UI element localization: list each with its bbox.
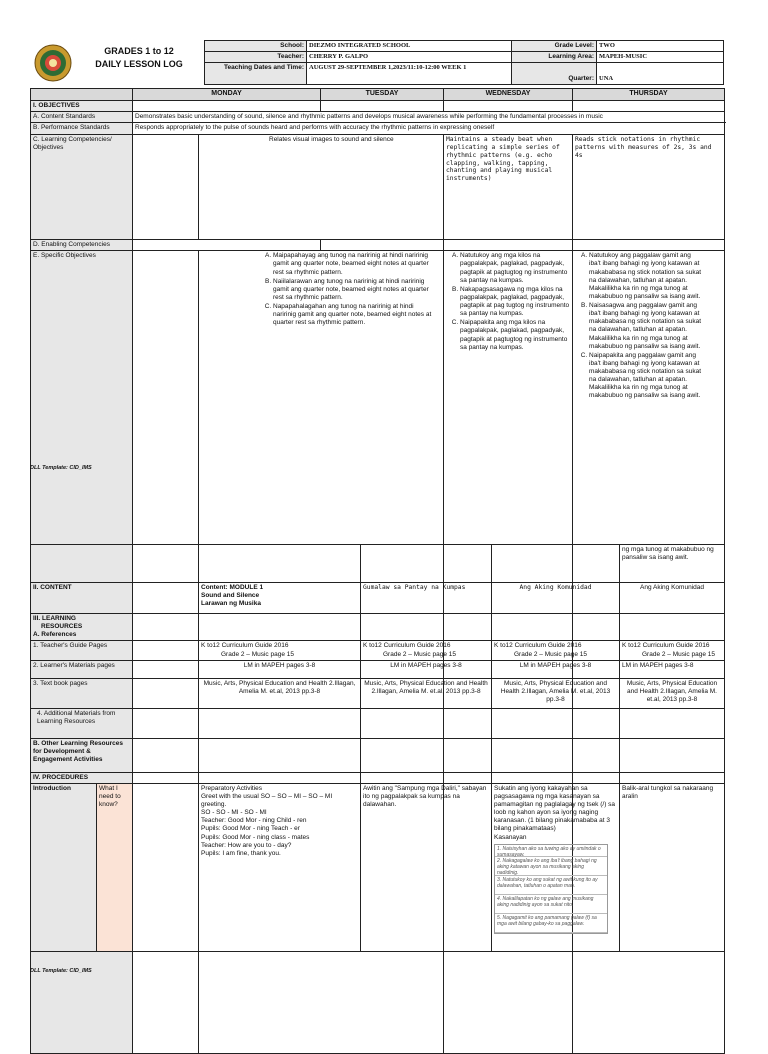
resources-line-1: III. LEARNING [33, 615, 76, 622]
procedures-label: IV. PROCEDURES [31, 772, 133, 783]
list-item: C. Napapahalagahan ang tunog na naririnig at hindi naririnig gamit ang quarter note, beamed eight notes at quarter rest sa rhythmic pattern. [273, 303, 435, 327]
lm-friday: LM in MAPEH pages 3-8 [620, 660, 725, 678]
tg-friday [620, 641, 725, 660]
intro-thursday [492, 783, 620, 951]
intro-line: Teacher: Good Mor - ning Child - ren [201, 817, 307, 825]
intro-line: Teacher: How are you to - day? [201, 841, 292, 849]
title-line-1: GRADES 1 to 12 [104, 46, 174, 56]
textbook-thursday: Music, Arts, Physical Education and Health 2.Illagan, Amelia M. et.al, 2013 pp.3-8 [492, 678, 620, 708]
tg-line-2: Grade 2 – Music page 15 [514, 650, 587, 658]
intro-friday: Balik-aral tungkol sa nakaraang aralin [620, 783, 725, 951]
references-label: A. References [33, 631, 77, 639]
list-item: C. Naipapakita ang mga kilos na pagpalakpak, paglakad, pagpadyak, pagtapik at pagtugtog ng instrumento sa pantay na kumpas. [460, 319, 570, 352]
content-standards-label: A. Content Standards [31, 111, 133, 122]
checklist-item: 2. Nakagagalaw ko ang iba't ibang bahagi ng aking katawan ayon sa musikang aking nadidinig. [495, 857, 607, 876]
teacher-value: CHERRY P. GALPO [307, 52, 512, 63]
header-info-table [204, 40, 724, 85]
textbook-friday: Music, Arts, Physical Education and Health 2.Illagan, Amelia M. et.al, 2013 pp.3-8 [620, 678, 725, 708]
learners-materials-label: 2. Learner's Materials pages [31, 660, 133, 678]
tg-line-2: Grade 2 – Music page 15 [383, 650, 456, 658]
list-item: B. Nakapagsasagawa ng mga kilos na pagpalakpak, paglakad, pagpadyak, pagtapik at pag tugtog ng instrumento sa pantay na kumpas. [460, 286, 570, 319]
list-item: A. Maipapahayag ang tunog na naririnig at hindi naririnig gamit ang quarter note, beamed eight notes at quarter rest sa rhythmic pattern. [273, 252, 435, 276]
skills-checklist [494, 844, 608, 934]
tg-line-2: Grade 2 – Music page 15 [642, 650, 715, 658]
tg-line-1: K to12 Curriculum Guide 2016 [363, 642, 451, 650]
other-resources-label [31, 738, 133, 772]
grade-label: Grade Level: [512, 41, 597, 52]
intro-line: Pupils: Good Mor - ning class - mates [201, 833, 310, 841]
textbook-tuesday: Music, Arts, Physical Education and Health 2.Illagan, Amelia M. et.al, 2013 pp.3-8 [199, 678, 361, 708]
content-wednesday: Gumalaw sa Pantay na Kumpas [361, 583, 492, 614]
lm-tuesday: LM in MAPEH pages 3-8 [199, 660, 361, 678]
school-seal-logo [34, 44, 72, 82]
competencies-label: C. Learning Competencies/ Objectives [31, 135, 133, 240]
school-value: DIEZMO INTEGRATED SCHOOL [307, 41, 512, 52]
competency-tuesday: Relates visual images to sound and silence [199, 135, 444, 240]
list-item: C. Naipapakita ang paggalaw gamit ang iba't ibang bahagi ng iyong katawan at makababasa ng stick notation sa sukat na dalawahan, tatluhan at apatan. Makalilikha ka rin ng mga tunog at makabubuo ng pansaliw sa isang awit. [589, 352, 704, 401]
intro-line: Greet with the usual SO – SO – MI – SO – MI greeting. [201, 792, 333, 808]
intro-line: Pupils: I am fine, thank you. [201, 849, 281, 857]
textbook-wednesday: Music, Arts, Physical Education and Health 2.Illagan, Amelia M. et.al, 2013 pp.3-8 [361, 678, 492, 708]
quarter-value: UNA [597, 63, 724, 85]
resources-line-2: RESOURCES [41, 623, 83, 631]
tg-line-1: K to12 Curriculum Guide 2016 [622, 642, 710, 650]
intro-thursday-subhead: Kasanayan [494, 833, 527, 841]
day-wednesday: WEDNESDAY [444, 89, 573, 101]
school-label: School: [205, 41, 307, 52]
intro-line: Pupils: Good Mor - ning Teach - er [201, 825, 300, 833]
intro-line: SO - SO - MI - SO - MI [201, 809, 267, 817]
quarter-label: Quarter: [512, 63, 597, 85]
dates-value: AUGUST 29-SEPTEMBER 1,2023/11:10-12:00 WEEK 1 [307, 63, 512, 85]
introduction-label: Introduction [31, 783, 97, 951]
content-thursday: Ang Aking Komunidad [492, 583, 620, 614]
title-line-2: DAILY LESSON LOG [95, 58, 183, 69]
day-tuesday: TUESDAY [321, 89, 444, 101]
performance-standards-label: B. Performance Standards [31, 123, 133, 135]
intro-line: Preparatory Activities [201, 784, 263, 792]
enabling-competencies-label: D. Enabling Competencies [31, 240, 133, 251]
day-thursday: THURSDAY [573, 89, 725, 101]
tg-wednesday [361, 641, 492, 660]
checklist-item: 4. Nakalilapatan ko ng galaw ang musikang aking nadidinig ayon sa sukat nito. [495, 895, 607, 914]
content-friday: Ang Aking Komunidad [620, 583, 725, 614]
intro-thursday-text: Sukatin ang iyong kakayahan sa pagsasagawa ng mga kasanayan sa pamamagitan ng paglalagay ng tsek (/) sa loob ng kahon ayon sa iyong naging karanasan. (1 bilang pinakamababa at 3 bilang pinakamataas) [494, 784, 616, 833]
resources-label [31, 614, 133, 641]
performance-standards-value: Responds appropriately to the pulse of sounds heard and performs with accuracy the rhythmic patterns in expressing oneself [133, 123, 725, 135]
list-item: A. Natutukoy ang paggalaw gamit ang iba't ibang bahagi ng iyong katawan at makababasa ng stick notation sa sukat na dalawahan, tatluhan at apatan. Makalilikha ka rin ng mga tunog at makabubuo ng pansaliw sa isang awit. [589, 252, 704, 301]
textbook-label: 3. Text book pages [31, 678, 133, 708]
checklist-item: 5. Nagagamit ko ang pamamang galaw (f) sa mga awit bilang gabay-ko sa paggalaw. [495, 914, 607, 933]
procedures-table [30, 544, 725, 952]
teacher-label: Teacher: [205, 52, 307, 63]
area-value: MAPEH-MUSIC [597, 52, 724, 63]
dates-label: Teaching Dates and Time: [205, 63, 307, 85]
day-monday: MONDAY [133, 89, 321, 101]
grade-value: TWO [597, 41, 724, 52]
other-resources-text: B. Other Learning Resources for Development & Engagement Activities [33, 739, 123, 763]
content-subtopic-line: Larawan ng Musika [201, 600, 261, 608]
content-module-line: Content: MODULE 1 [201, 584, 264, 591]
tg-line-1: K to12 Curriculum Guide 2016 [201, 642, 289, 650]
content-section-label: II. CONTENT [31, 583, 133, 614]
competency-wednesday: Maintains a steady beat when replicating a simple series of rhythmic patterns (e.g. echo clapping, walking, tapping, chanting and playing musical instruments) [444, 135, 573, 240]
checklist-item: 1. Naisisyhan ako sa tuwing ako ay umiindak o sumasayaw. [495, 845, 607, 857]
competency-thursday: Reads stick notations in rhythmic patterns with measures of 2s, 3s and 4s [573, 135, 725, 240]
area-label: Learning Area: [512, 52, 597, 63]
checklist-item: 3. Natutukoy ko ang sukat ng awit kung ito ay dalawahan, tatluhan o apatan man. [495, 876, 607, 895]
footer-template-label: DLL Template: CID_IMS [30, 465, 92, 471]
list-item: A. Natutukoy ang mga kilos na pagpalakpak, paglakad, pagpadyak, pagtapik at pagtugtog ng instrumento sa pantay na kumpas. [460, 252, 570, 285]
tg-line-1: K to12 Curriculum Guide 2016 [494, 642, 582, 650]
content-topic-line: Sound and Silence [201, 592, 260, 600]
friday-continued: ng mga tunog at makabubuo ng pansaliw sa isang awit. [620, 545, 725, 583]
content-standards-value: Demonstrates basic understanding of sound, silence and rhythmic patterns and develops musical awareness while performing the fundamental processes in music [133, 111, 725, 122]
lm-thursday: LM in MAPEH pages 3-8 [492, 660, 620, 678]
footer-template-label-2: DLL Template: CID_IMS [30, 968, 92, 974]
tg-tuesday [199, 641, 361, 660]
tg-thursday [492, 641, 620, 660]
tg-line-2: Grade 2 – Music page 15 [221, 650, 294, 658]
objectives-label: I. OBJECTIVES [31, 100, 133, 111]
teachers-guide-label: 1. Teacher's Guide Pages [31, 641, 133, 660]
lm-wednesday: LM in MAPEH pages 3-8 [361, 660, 492, 678]
list-item: B. Naisasagwa ang paggalaw gamit ang iba't ibang bahagi ng iyong katawan at makababasa ng stick notation sa sukat na dalawahan, tatluhan at apatan. Makalilikha ka rin ng mga tunog at makabubuo ng pansaliw sa isang awit. [589, 302, 704, 351]
content-tuesday [199, 583, 361, 614]
intro-wednesday: Awitin ang "Sampung mga Daliri," sabayan ito ng pagpalakpak sa kumpas na dalawahan. [361, 783, 492, 951]
introduction-sublabel: What I need to know? [97, 783, 133, 951]
intro-tuesday [199, 783, 361, 951]
specific-objectives-label: E. Specific Objectives [31, 251, 133, 1053]
additional-materials-label: 4. Additional Materials from Learning Resources [31, 708, 133, 738]
list-item: B. Naiilalarawan ang tunog na naririnig at hindi naririnig gamit ang quarter note, beamed eight notes at quarter rest sa rhythmic pattern. [273, 278, 435, 302]
